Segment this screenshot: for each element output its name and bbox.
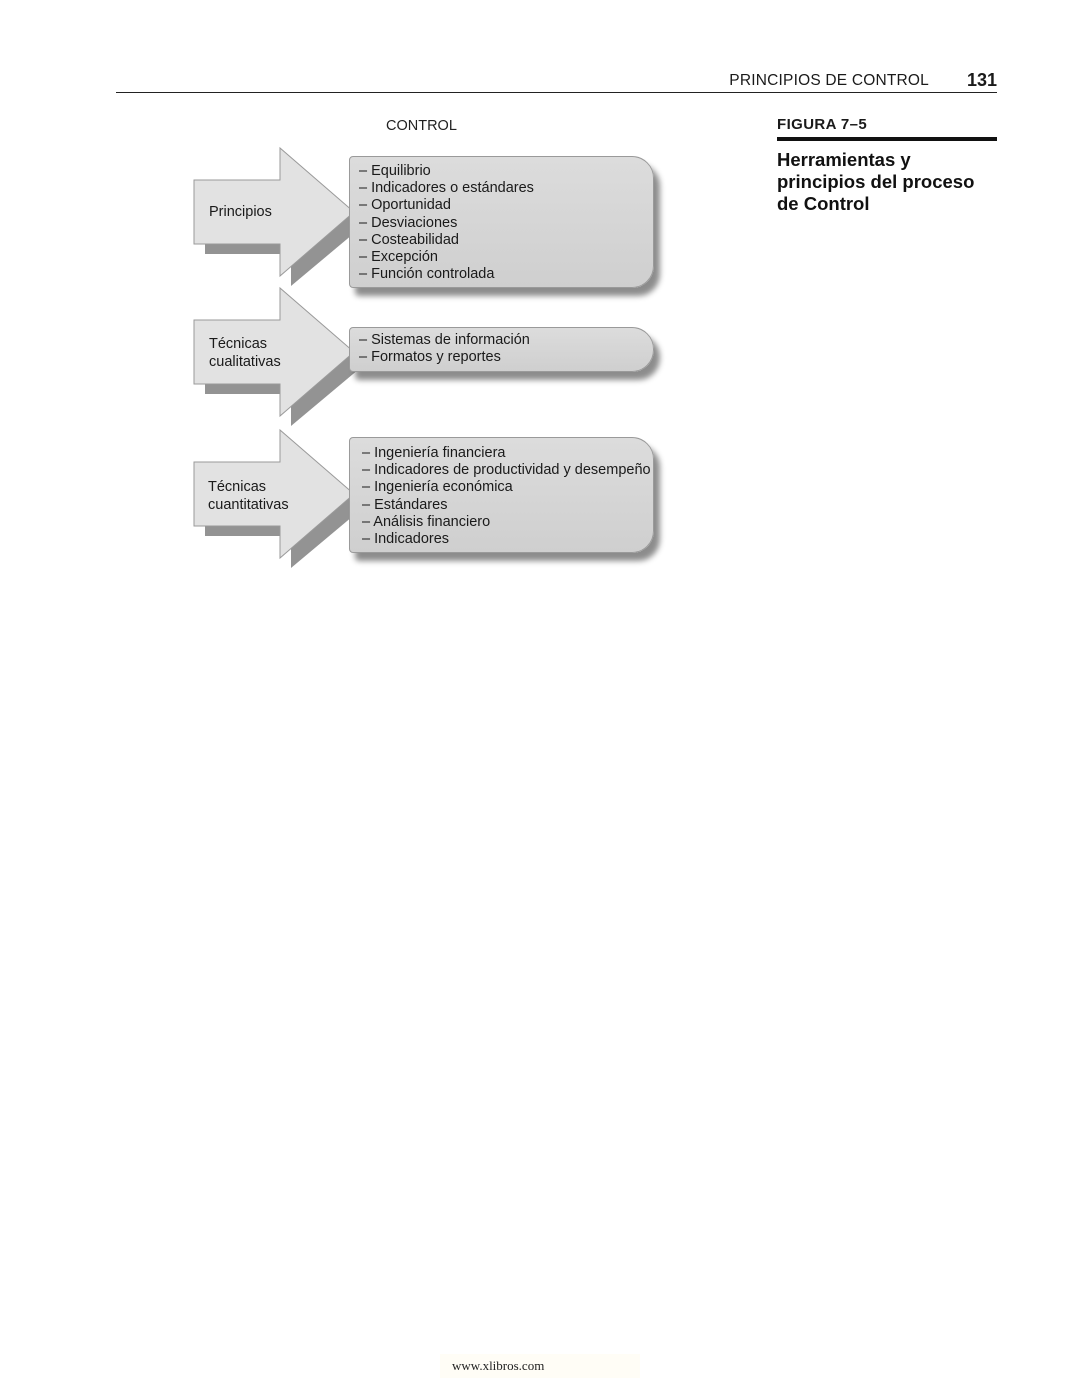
list-item: – Oportunidad [359,197,451,214]
items-box-cuantitativas [349,437,654,553]
items-list [362,445,653,548]
group-label-line: Principios [209,204,272,220]
list-item: – Estándares [362,496,448,513]
control-diagram [180,110,680,580]
section-title: PRINCIPIOS DE CONTROL [729,72,929,89]
diagram-heading: CONTROL [386,118,457,134]
group-label-line: cuantitativas [208,497,289,513]
footer-url[interactable]: www.xlibros.com [440,1354,640,1378]
items-list [359,332,653,366]
group-label-line: cualitativas [209,354,281,370]
group-label-principios [209,203,272,221]
list-item: – Equilibrio [359,163,431,179]
list-item: – Sistemas de información [359,332,530,348]
list-item: – Ingeniería económica [362,479,513,496]
running-header [116,68,997,93]
list-item: – Función controlada [359,266,495,283]
figure-caption [777,116,997,215]
list-item: – Desviaciones [359,214,458,231]
list-item: – Indicadores de productividad y desempeño [362,462,651,479]
group-label-cualitativas [209,335,281,371]
list-item: – Indicadores o estándares [359,180,534,197]
items-list [359,163,653,283]
group-label-line: Técnicas [209,336,268,352]
list-item: – Análisis financiero [362,513,491,530]
group-label-cuantitativas [208,478,289,514]
list-item: – Formatos y reportes [359,349,501,366]
items-box-principios [349,156,654,288]
page-number: 131 [966,70,997,90]
list-item: – Indicadores [362,531,450,548]
figure-title: Herramientas y principios del proceso de Control [777,149,975,214]
list-item: – Excepción [359,249,438,266]
group-label-line: Técnicas [208,479,267,495]
items-box-cualitativas [349,327,654,372]
figure-label: FIGURA 7–5 [777,116,997,141]
list-item: – Ingeniería financiera [362,445,506,461]
list-item: – Costeabilidad [359,231,459,248]
